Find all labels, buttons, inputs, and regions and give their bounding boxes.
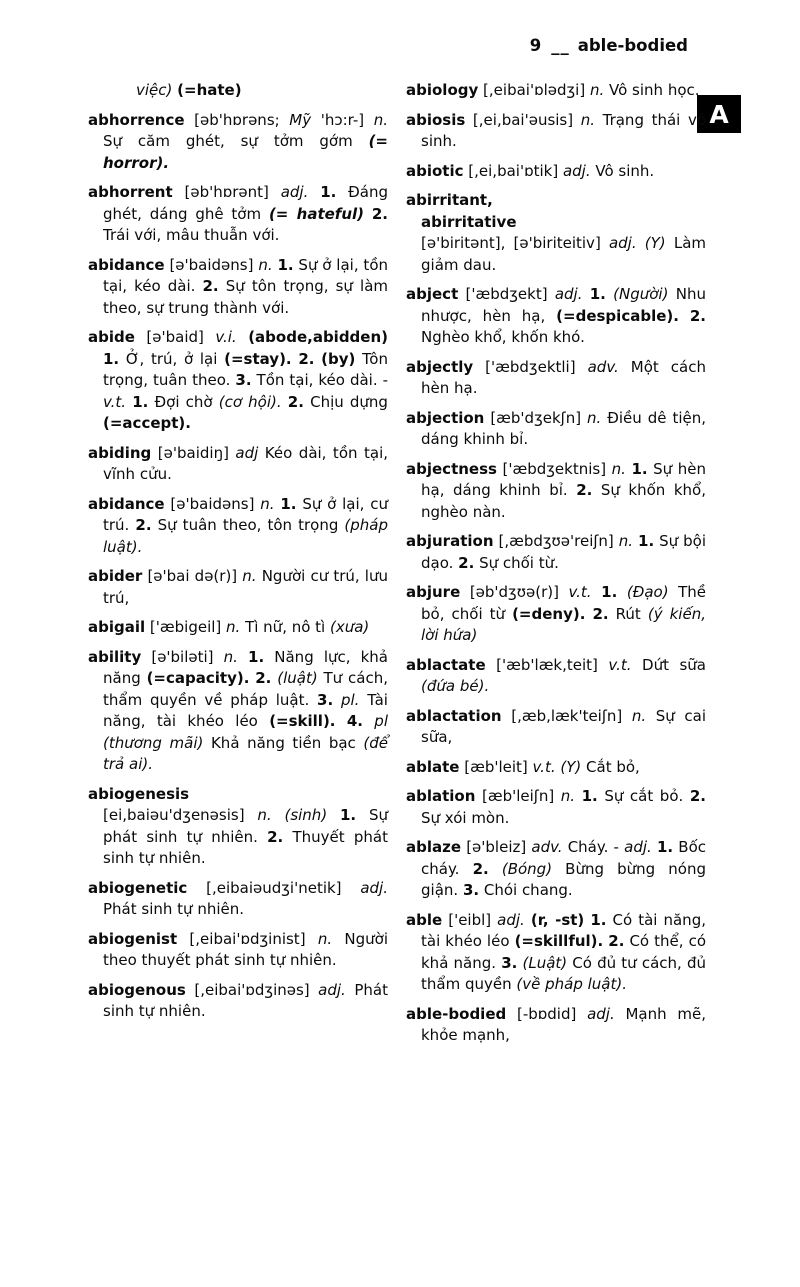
text-run: abjectly (406, 357, 474, 376)
text-run: 2. (576, 481, 593, 499)
text-run: (đứa bé). (421, 677, 490, 695)
text-run: abiotic (406, 161, 464, 180)
text-run: [ə'bai də(r)] (142, 567, 243, 585)
guide-word: able-bodied (577, 36, 688, 55)
text-run: Phát sinh tự nhiên. (103, 900, 244, 918)
entry-abide (88, 327, 388, 435)
text-run: Trạng thái vô sinh. (421, 110, 706, 150)
text-run: abiogenetic (88, 878, 188, 897)
text-run: n. (587, 408, 602, 427)
text-run: Nghèo khổ, khốn khó. (421, 328, 585, 346)
text-run: Có thể, có khả năng. (421, 932, 707, 972)
text-run: Sự hèn hạ, dáng khinh bỉ. (421, 459, 706, 499)
entry-ablate (406, 757, 706, 779)
text-run (308, 183, 320, 201)
text-run: ['æbdʒekt] (458, 285, 555, 303)
text-run: ['æbdʒektnis] (496, 459, 612, 478)
text-run: abiding (88, 443, 152, 462)
text-run: [,eibai'ɒlədʒi] (478, 81, 590, 99)
text-run (617, 583, 627, 601)
text-run: 1. (590, 910, 607, 929)
text-run: Mỹ (289, 110, 312, 129)
text-run: adj. (608, 234, 637, 252)
text-run: việc) (136, 81, 173, 99)
entry-viec-continuation (88, 80, 388, 102)
text-run: Điều dê tiện, dáng khinh bỉ. (421, 408, 706, 448)
text-run (592, 583, 602, 601)
text-run: n. (580, 110, 595, 129)
left-column (88, 80, 388, 1055)
text-run: 1. (248, 647, 265, 666)
text-run: n. (618, 532, 634, 550)
text-run: n. (258, 255, 273, 274)
text-run (238, 648, 248, 666)
entry-abiology (406, 80, 706, 102)
text-run: Cắt bỏ, (581, 757, 640, 776)
text-run: v.t. (608, 655, 632, 674)
text-run (237, 328, 248, 346)
text-run: adj. (624, 838, 652, 856)
entry-abhorrent (88, 182, 388, 247)
text-run: [ə'baidəns] (164, 494, 261, 513)
text-run: Bừng bừng nóng giận. (421, 859, 706, 899)
text-run: Vô sinh học. (604, 81, 700, 99)
text-run: Sự khốn khổ, nghèo nàn. (421, 481, 706, 521)
text-run: 2. (255, 669, 272, 687)
entry-ablaze (406, 837, 706, 902)
text-run (489, 860, 502, 878)
text-run: n. (sinh) (257, 806, 328, 824)
text-run: (=skillful). (514, 932, 604, 950)
text-run: Đợi chờ (148, 392, 219, 411)
text-run: abjure (406, 583, 461, 601)
text-run: Người theo thuyết phát sinh tự nhiên. (103, 929, 388, 969)
text-run: Thuyết phát sinh tự nhiên. (103, 827, 388, 867)
text-run: abiogenesis (88, 784, 190, 803)
text-run: abiosis (406, 110, 466, 129)
text-run: 2. (298, 349, 315, 368)
text-run: Có đủ tư cách, đủ thẩm quyền (421, 953, 706, 993)
text-run: (=capacity). (146, 669, 250, 687)
text-run: v.t. (568, 583, 592, 601)
text-run: 2. (608, 932, 625, 950)
text-run: abjection (406, 408, 485, 427)
text-run: adj. (587, 1004, 615, 1023)
text-run: n. (373, 110, 389, 129)
text-run: [æb'leit] (459, 757, 533, 776)
text-run: Mạnh mẽ, khỏe mạnh, (421, 1004, 706, 1044)
text-run: Ở, trú, ở lại (119, 349, 225, 368)
text-run: adj. (318, 980, 346, 999)
text-run: pl (thương mãi) (103, 712, 388, 752)
text-run: Sự tôn trọng, sự làm theo, sự trung thành với. (103, 277, 389, 317)
text-run: ability (88, 647, 142, 666)
text-run: n. (226, 618, 241, 636)
text-run: able (406, 910, 443, 929)
text-run (679, 307, 690, 325)
text-run: 1. (132, 392, 149, 411)
text-run: (=stay). (224, 349, 292, 368)
text-run: [,ei,bai'əusis] (465, 110, 581, 129)
text-run: (về pháp luật). (516, 975, 627, 993)
entry-abjectness (406, 459, 706, 524)
text-run: ablaze (406, 838, 462, 856)
text-run: (= hateful) (268, 204, 364, 223)
text-run: 1. (280, 494, 297, 513)
text-run: (=despicable). (556, 306, 679, 325)
text-run: 1. (638, 532, 655, 550)
text-run: adj. (497, 910, 525, 929)
text-run: v.t. (103, 392, 127, 411)
text-run: abjectness (406, 459, 497, 478)
text-run: abider (88, 567, 143, 585)
text-run: 1. (631, 459, 648, 478)
text-run: ablation (406, 787, 476, 805)
spacer (493, 204, 611, 205)
text-run: (r, -st) (530, 910, 585, 929)
text-run: 2. (287, 392, 304, 411)
text-run: ['eibl] (442, 910, 498, 929)
text-run: abigail (88, 618, 146, 636)
text-run: (để trả ai). (103, 733, 388, 773)
text-run: (Y) (644, 234, 666, 252)
text-run: adv. (587, 357, 619, 376)
text-run: abiogenous (88, 980, 186, 999)
text-run: [ə'baid] (134, 328, 216, 346)
entry-abjure (406, 582, 706, 647)
text-run: Làm giảm dau. (421, 234, 706, 274)
text-run: 2. (458, 553, 475, 572)
text-run: 2. (472, 859, 489, 878)
text-run: Người cư trú, lưu trú, (103, 567, 388, 607)
text-run: [,æb,læk'teiʃn] (501, 706, 632, 725)
text-run: n. (223, 647, 238, 666)
text-run: Tì nữ, nô tì (240, 618, 330, 636)
entry-abiogenetic (88, 878, 388, 921)
dictionary-columns (88, 80, 706, 1055)
text-run: 3. (235, 371, 252, 389)
text-run: Khả năng tiền bạc (203, 733, 364, 752)
text-run: (=deny). (512, 604, 586, 623)
text-run: n. (611, 459, 626, 478)
text-run: n. (317, 929, 333, 948)
text-run: n. (631, 706, 647, 725)
entry-abiogenesis (88, 784, 388, 870)
text-run: Nhu nhược, hèn hạ, (421, 285, 706, 325)
text-run: (=accept). (103, 414, 191, 432)
text-run: adv. (531, 838, 563, 856)
text-run: adj. (280, 183, 309, 201)
text-run: 1. (320, 183, 337, 201)
text-run: [əb'hɒrəns; (184, 110, 290, 129)
text-run: 2. (202, 277, 219, 295)
entry-abjuration (406, 531, 706, 574)
text-run: Rút (608, 604, 648, 623)
text-run: abject (406, 285, 459, 303)
text-run: (Bóng) (501, 859, 553, 878)
text-run: 1. (656, 838, 674, 856)
text-run: adj (235, 443, 259, 462)
entry-abiosis (406, 110, 706, 153)
text-run: Sự chối từ. (474, 553, 559, 572)
text-run: [əb'hɒrənt] (172, 183, 281, 201)
text-run: (pháp luật). (103, 516, 388, 556)
text-run: [,ei,bai'ɒtik] (463, 161, 563, 180)
text-run: 1. (601, 583, 618, 601)
text-run: n. (560, 787, 576, 805)
text-run (364, 205, 372, 223)
text-run: Tư cách, thẩm quyền về pháp luật. (103, 669, 388, 709)
text-run: abhorrence (88, 110, 185, 129)
right-column (406, 80, 706, 1055)
entry-ablation (406, 786, 706, 829)
text-run: Sự căm ghét, sự tởm gớm (103, 132, 369, 150)
text-run: Sự xói mòn. (421, 808, 510, 827)
text-run: [ei,baiəu'dʒenəsis] (103, 806, 258, 824)
text-run: adj. (554, 285, 583, 303)
entry-abigail (88, 617, 388, 639)
text-run: Kéo dài, tồn tại, vĩnh cửu. (103, 443, 388, 483)
entry-abjection (406, 408, 706, 451)
text-run: Đáng ghét, dáng ghê tởm (103, 183, 388, 223)
text-run: [æb'leiʃn] (475, 787, 561, 805)
text-run: (Đạo) (626, 583, 669, 601)
text-run: (ý kiến, lời hứa) (421, 604, 706, 644)
text-run: Phát sinh tự nhiên. (103, 980, 388, 1020)
text-run: [,æbdʒʊə'reiʃn] (493, 532, 619, 550)
text-run: [ə'biləti] (141, 647, 224, 666)
text-run: Sự tuân theo, tôn trọng (151, 516, 345, 534)
text-run (637, 234, 645, 252)
text-run: Sự ở lại, tồn tại, kéo dài. (103, 255, 389, 295)
text-run: (by) (321, 349, 356, 368)
text-run: Sự bội dạo. (421, 532, 706, 572)
text-run: Sự cắt bỏ. (597, 787, 690, 805)
letter-tab-label: A (709, 99, 729, 129)
text-run: 2. (592, 604, 609, 623)
text-run: Chói chang. (479, 881, 573, 899)
text-run: Chịu dựng (303, 392, 388, 411)
text-run: (xưa) (330, 618, 370, 636)
text-run: Trái với, mâu thuẫn với. (103, 226, 280, 244)
entry-ability (88, 647, 388, 776)
text-run: abjuration (406, 532, 494, 550)
text-run: ['æbdʒektli] (473, 357, 588, 376)
text-run: (Y) (560, 757, 582, 776)
text-run: [æb'dʒekʃn] (484, 408, 588, 427)
entry-abiding (88, 443, 388, 486)
text-run: abiogenist (88, 929, 178, 948)
text-run: [-bɒdid] (506, 1004, 588, 1023)
text-run: [əb'dʒʊə(r)] (460, 583, 569, 601)
text-run (327, 806, 340, 824)
entry-abhorrence (88, 110, 388, 175)
entry-abidance (88, 255, 388, 320)
text-run: ablactation (406, 706, 502, 725)
text-run: (Luật) (522, 953, 568, 972)
text-run: Bốc cháy. (421, 838, 706, 878)
header-separator: __ (551, 36, 570, 55)
text-run: able-bodied (406, 1004, 507, 1023)
text-run: Một cách hèn hạ. (421, 357, 706, 397)
text-run: 1. (589, 285, 606, 303)
text-run: Sự phát sinh tự nhiên. (103, 806, 388, 846)
text-run: (cơ hội). (218, 392, 282, 411)
text-run: n. (589, 81, 605, 99)
text-run: 1. (103, 349, 120, 368)
text-run: n. (260, 494, 275, 513)
text-run: 2. (689, 306, 706, 325)
text-run: [ə'bleiz] (461, 838, 532, 856)
text-run: pl. (340, 690, 360, 709)
text-run: Tôn trọng, tuân theo. (103, 349, 388, 389)
page-header (530, 36, 688, 55)
text-run: [,eibai'ɒdʒinist] (177, 929, 318, 948)
text-run: ['æbigeil] (145, 618, 227, 636)
text-run: [ə'biritənt], [ə'biriteitiv] (421, 234, 609, 252)
text-run: Sự ở lại, cư trú. (103, 494, 389, 534)
text-run: abidance (88, 255, 165, 274)
text-run: Sự cai sữa, (421, 706, 706, 746)
text-run (582, 285, 589, 303)
text-run: Vô sinh. (590, 161, 655, 180)
text-run (363, 712, 374, 730)
entry-abiotic (406, 161, 706, 183)
text-run: ['æb'læk,teit] (485, 655, 609, 674)
text-run: (Người) (613, 285, 669, 303)
entry-abider (88, 566, 388, 609)
text-run: 'hɔ:r-] (311, 110, 374, 129)
entry-able (406, 910, 706, 996)
text-run: adj. (562, 161, 591, 180)
page-number: 9 (529, 36, 542, 55)
text-run: adj. (360, 878, 388, 897)
text-run: 3. (462, 881, 480, 899)
text-run: Tồn tại, kéo dài. - (251, 371, 388, 389)
text-run (333, 691, 341, 709)
text-run: (=hate) (177, 81, 242, 99)
entry-abiogenist (88, 929, 388, 972)
text-run: [ə'baidiŋ] (151, 443, 236, 462)
text-run: 3. (501, 953, 518, 972)
entry-abirritant (406, 190, 706, 276)
entry-ablactate (406, 655, 706, 698)
text-run (336, 712, 347, 730)
text-run: Tài năng, tài khéo léo (103, 690, 388, 730)
text-run: v.i. (215, 328, 237, 346)
text-run: Cháy. - (562, 838, 625, 856)
text-run: abidance (88, 494, 165, 513)
entry-abject (406, 284, 706, 349)
entry-able-bodied (406, 1004, 706, 1047)
text-run: [,eibaiəudʒi'netik] (187, 878, 361, 897)
text-run: (=skill). (269, 712, 336, 730)
text-run: (= horror). (103, 132, 388, 172)
text-run: v.t. (532, 757, 556, 776)
text-run: [ə'baidəns] (164, 255, 259, 274)
text-run: 2. (371, 204, 388, 223)
text-run: Có tài năng, tài khéo léo (421, 910, 706, 950)
entry-abiogenous (88, 980, 388, 1023)
text-run: [,eibai'ɒdʒinəs] (185, 980, 319, 999)
text-run: 1. (277, 255, 294, 274)
text-run (575, 787, 582, 805)
text-run: (abode,abidden) (248, 328, 388, 346)
text-run: (luật) (277, 669, 318, 687)
text-run: abirritant, (406, 191, 493, 209)
text-run: 4. (346, 712, 363, 730)
text-run: 3. (317, 690, 334, 709)
entry-abjectly (406, 357, 706, 400)
text-run: 2. (267, 827, 284, 846)
text-run: abhorrent (88, 183, 173, 201)
text-run: ablactate (406, 655, 486, 674)
text-run: Năng lực, khả năng (103, 647, 388, 687)
entry-ablactation (406, 706, 706, 749)
text-run: n. (242, 567, 257, 585)
text-run: abirritative (421, 212, 517, 231)
text-run: abiology (406, 81, 479, 99)
entry-abidance-2 (88, 494, 388, 559)
text-run: Dứt sữa (631, 655, 706, 674)
text-run: ablate (406, 757, 460, 776)
text-run: Thề bỏ, chối từ (421, 583, 706, 623)
text-run: abide (88, 328, 135, 346)
text-run: 2. (689, 787, 706, 805)
text-run: 2. (135, 516, 152, 534)
text-run: 1. (340, 806, 357, 824)
text-run: 1. (581, 787, 598, 805)
